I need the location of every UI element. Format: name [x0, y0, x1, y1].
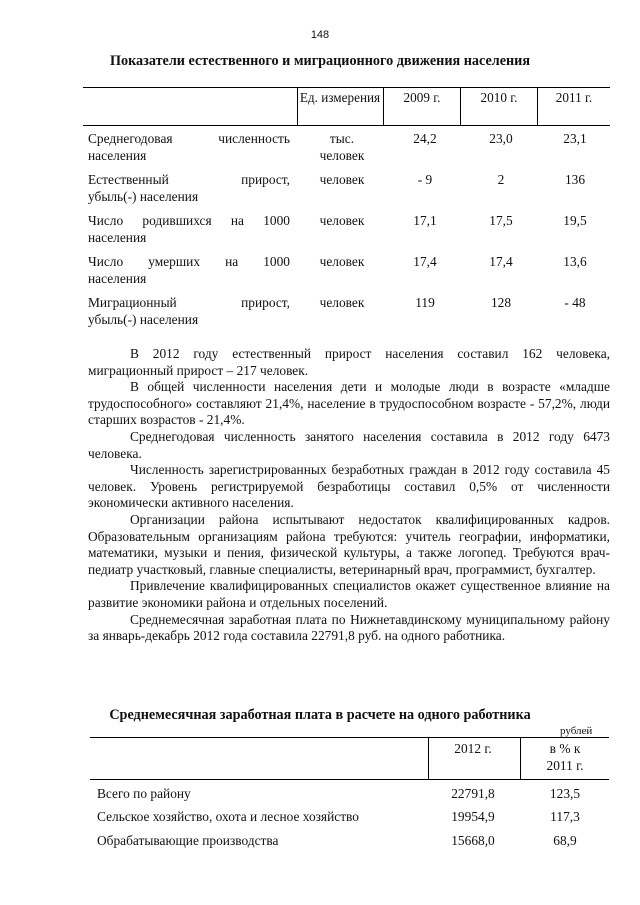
value-pct: 68,9 [553, 833, 577, 848]
row-label: Число родившихся на 1000 населения [88, 213, 290, 245]
table-top-rule [83, 87, 610, 88]
header-pct-line2: 2011 г. [546, 758, 584, 773]
value-2011: - 48 [564, 295, 586, 310]
row-unit: человек [319, 213, 365, 228]
value-2012: 15668,0 [451, 833, 495, 848]
row-label: Естественный прирост, убыль(-) населения [88, 172, 290, 204]
header-pct [525, 740, 605, 774]
value-2011: 13,6 [563, 254, 587, 269]
table-top-rule [90, 737, 609, 738]
header-unit: Ед. измерения [299, 90, 381, 105]
paragraph: В общей численности населения дети и молодые люди в возрасте «младше трудоспособного» составляют 21,4%, население в трудоспособном возрасте - 57,2%, люди старших возрастов - 21,4%. [88, 379, 610, 428]
value-2011: 136 [564, 172, 586, 187]
table-header-rule [90, 779, 609, 780]
value-2009: 17,1 [413, 213, 437, 228]
table-row [0, 213, 640, 253]
population-table-title: Показатели естественного и миграционного движения населения [109, 53, 531, 69]
value-2010: 128 [490, 295, 512, 310]
value-2009: 119 [415, 295, 435, 310]
paragraph: Привлечение квалифицированных специалистов окажет существенное влияние на развитие экономики района и отдельных поселений. [88, 578, 610, 610]
value-2009: - 9 [417, 172, 433, 187]
value-2009: 24,2 [413, 131, 437, 146]
header-2012: 2012 г. [454, 741, 492, 756]
value-2010: 23,0 [489, 131, 513, 146]
value-2011: 23,1 [563, 131, 587, 146]
paragraph: Организации района испытывают недостаток квалифицированных кадров. Образовательным организациям района требуются: учитель географии, информатики, математики, музыки и пения, физической культуры, а также логопед. Требуются врач-педиатр участковый, главные специалисты, ветеринарный врач, программист, бухгалтер. [88, 511, 610, 577]
row-label: Миграционный прирост, убыль(-) населения [88, 295, 290, 327]
row-label: Среднегодовая численность населения [88, 131, 290, 163]
row-label: Всего по району [97, 786, 191, 801]
body-text [88, 346, 610, 645]
unit-note: рублей [560, 725, 593, 737]
value-2010: 17,4 [489, 254, 513, 269]
column-divider [537, 87, 538, 125]
paragraph: Среднегодовая численность занятого населения составила в 2012 году 6473 человека. [88, 428, 610, 461]
value-2011: 19,5 [563, 213, 587, 228]
value-2012: 22791,8 [451, 786, 495, 801]
table-row [0, 295, 640, 335]
value-pct: 123,5 [549, 786, 581, 801]
row-unit: человек [319, 295, 365, 310]
column-divider [520, 737, 521, 779]
row-unit: человек [319, 172, 365, 187]
paragraph: В 2012 году естественный прирост населения составил 162 человека, миграционный прирост – 217 человек. [88, 346, 610, 378]
table-row [0, 131, 640, 171]
column-divider [460, 87, 461, 125]
column-divider [297, 87, 298, 125]
table-row [0, 254, 640, 294]
header-pct-line1: в % к [549, 741, 581, 756]
paragraph: Численность зарегистрированных безработных граждан в 2012 году составила 45 человек. Уровень регистрируемой безработицы составил 0,5% от численности экономически активного населения. [88, 462, 610, 511]
header-2010: 2010 г. [480, 90, 518, 105]
table-row [0, 172, 640, 212]
column-divider [383, 87, 384, 125]
value-2010: 2 [497, 172, 505, 187]
salary-table-title: Среднемесячная заработная плата в расчете на одного работника [109, 707, 531, 723]
header-2011: 2011 г. [555, 90, 593, 105]
row-label: Обрабатывающие производства [97, 833, 279, 848]
header-2009: 2009 г. [403, 90, 441, 105]
row-unit: человек [319, 254, 365, 269]
page-number: 148 [310, 29, 330, 41]
row-label: Сельское хозяйство, охота и лесное хозяйство [97, 809, 359, 824]
paragraph: Среднемесячная заработная плата по Нижнетавдинскому муниципальному району за январь-декабрь 2012 года составила 22791,8 руб. на одного работника. [88, 611, 610, 644]
table-header-rule [83, 125, 610, 126]
value-2010: 17,5 [489, 213, 513, 228]
value-2009: 17,4 [413, 254, 437, 269]
row-label: Число умерших на 1000 населения [88, 254, 290, 286]
value-pct: 117,3 [550, 809, 580, 824]
value-2012: 19954,9 [451, 809, 495, 824]
row-unit: тыс. человек [319, 131, 365, 163]
